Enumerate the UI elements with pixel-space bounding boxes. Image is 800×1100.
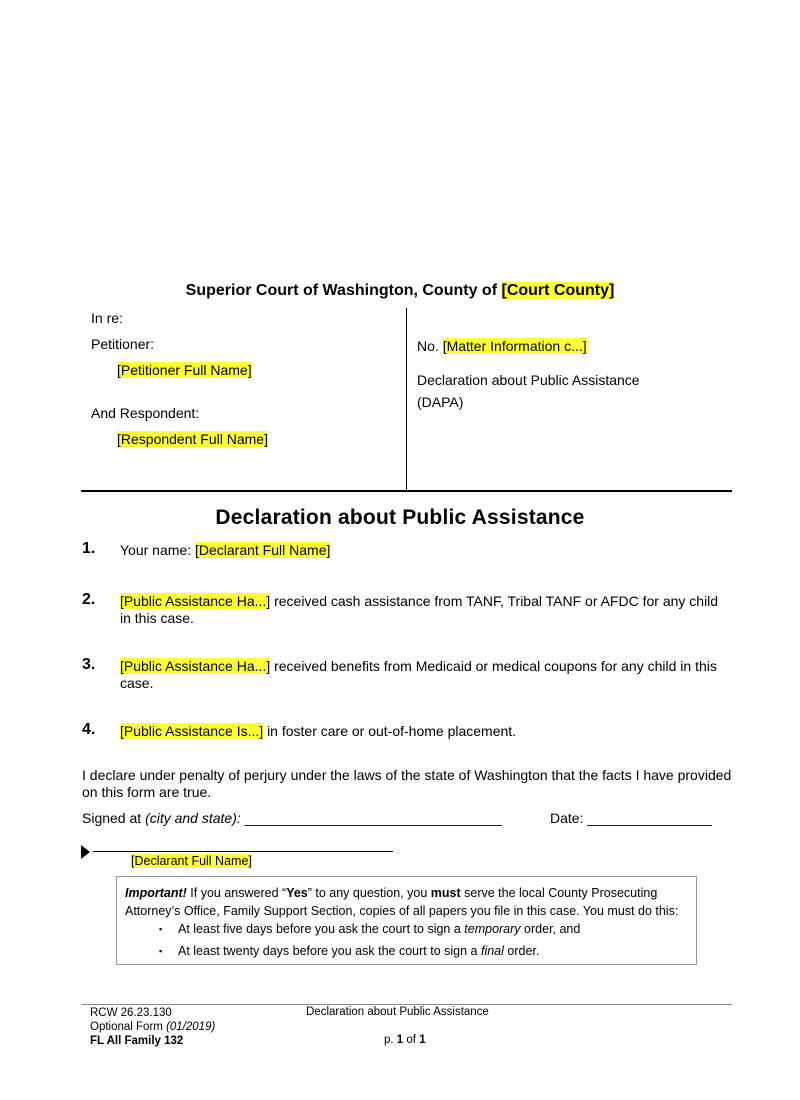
footer-rule [82, 1004, 732, 1005]
document-title: Declaration about Public Assistance [215, 506, 585, 529]
case-title-line1: Declaration about Public Assistance [417, 372, 640, 388]
case-title-line2: (DAPA) [417, 394, 464, 410]
important-must: must [430, 886, 461, 900]
bullet-1-post: order, and [524, 922, 581, 936]
bullet-1-em: temporary [464, 922, 521, 936]
important-text1: If you answered “ [190, 886, 287, 900]
item-3 [120, 658, 732, 692]
item-4-text: in foster care or out-of-home placement. [267, 723, 517, 739]
respondent-label: And Respondent: [91, 405, 200, 421]
public-assistance-medicaid-field[interactable]: [Public Assistance Ha...] [120, 658, 271, 674]
footer-left [90, 1006, 215, 1048]
date-field[interactable]: ________________ [587, 810, 712, 826]
public-assistance-cash-field[interactable]: [Public Assistance Ha...] [120, 593, 271, 609]
footer-date: (01/2019) [166, 1021, 216, 1033]
footer-page-total: 1 [419, 1034, 426, 1046]
signed-at-label: Signed at [82, 810, 142, 826]
case-number [417, 338, 587, 354]
declaration-statement: I declare under penalty of perjury under the laws of the state of Washington that the facts I have provided on this form are true. [82, 767, 732, 800]
footer-page [384, 1034, 426, 1046]
matter-info-field[interactable]: [Matter Information c...] [442, 338, 587, 354]
footer-page-p: p. [384, 1034, 394, 1046]
signature-line[interactable] [93, 851, 393, 852]
important-lead: Important! [125, 886, 187, 900]
signed-at [82, 810, 502, 826]
footer-page-of: of [406, 1034, 416, 1046]
footer-optional-label: Optional Form [90, 1021, 163, 1033]
caption-bottom-rule [81, 490, 732, 492]
signature-arrow-icon [81, 845, 90, 859]
item-2 [120, 593, 732, 627]
item-2-number: 2. [82, 591, 96, 608]
case-number-label: No. [417, 338, 439, 354]
important-notice [116, 876, 697, 965]
date-label: Date: [550, 810, 584, 826]
item-1-prefix: Your name: [120, 542, 192, 558]
in-re-label: In re: [91, 310, 123, 326]
bullet-2-em: final [480, 944, 504, 958]
bullet-icon: ▪ [159, 924, 163, 934]
signed-at-hint: (city and state): [145, 810, 241, 826]
court-title [0, 282, 800, 300]
item-3-number: 3. [82, 656, 96, 673]
item-1 [120, 542, 732, 559]
item-1-number: 1. [82, 540, 96, 557]
important-text2: ” to any question, you [307, 886, 428, 900]
bullet-icon: ▪ [159, 946, 163, 956]
footer-form-id: FL All Family 132 [90, 1035, 184, 1047]
signature-name-field[interactable]: [Declarant Full Name] [131, 854, 252, 868]
petitioner-label: Petitioner: [91, 336, 155, 352]
respondent-name-field[interactable]: [Respondent Full Name] [117, 431, 268, 447]
public-assistance-foster-field[interactable]: [Public Assistance Is...] [120, 723, 264, 739]
petitioner-name-field[interactable]: [Petitioner Full Name] [117, 362, 252, 378]
date [550, 810, 712, 826]
important-text3: serve the local County Prosecuting Attorney’s Office, Family Support Section, copies of all papers you file in this case. You must do this: [125, 886, 679, 918]
caption-divider [406, 308, 407, 490]
important-text [125, 884, 691, 920]
signed-at-field[interactable]: _________________________________ [244, 810, 502, 826]
court-prefix: Superior Court of Washington, County of [185, 282, 498, 299]
court-county-field[interactable]: [Court County] [501, 282, 615, 299]
bullet-2-post: order. [507, 944, 540, 958]
bullet-2-pre: At least twenty days before you ask the court to sign a [178, 944, 478, 958]
footer-page-num: 1 [396, 1034, 404, 1046]
important-yes: Yes [286, 886, 308, 900]
item-3-text: received benefits from Medicaid or medical coupons for any child in this case. [120, 658, 717, 691]
bullet-1-pre: At least five days before you ask the court to sign a [178, 922, 461, 936]
declarant-name-field[interactable]: [Declarant Full Name] [194, 542, 331, 558]
footer-optional [90, 1020, 215, 1034]
footer-title: Declaration about Public Assistance [306, 1006, 489, 1018]
case-title [417, 369, 640, 413]
item-2-text: received cash assistance from TANF, Tribal TANF or AFDC for any child in this case. [120, 593, 719, 626]
footer-rcw: RCW 26.23.130 [90, 1007, 172, 1019]
item-4-number: 4. [82, 721, 96, 738]
item-4 [120, 723, 732, 740]
